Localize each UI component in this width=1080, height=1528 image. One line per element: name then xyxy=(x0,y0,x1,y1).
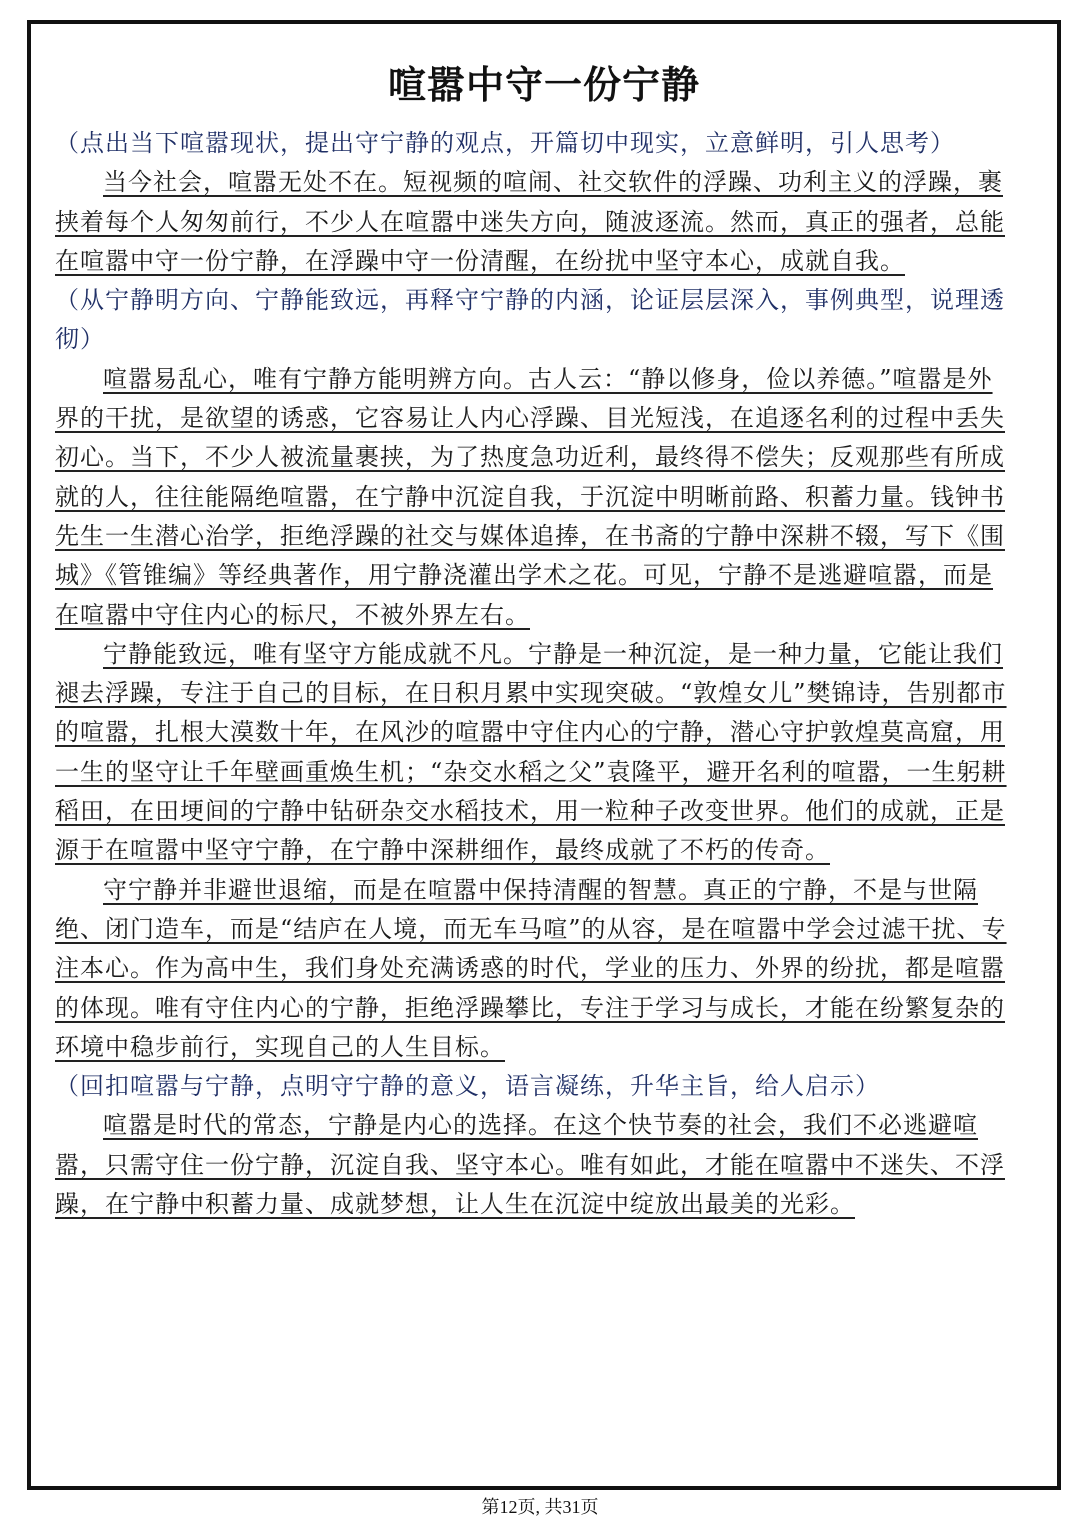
page-number: 第12页, 共31页 xyxy=(481,1497,599,1517)
paragraph-text: 宁静能致远，唯有坚守方能成就不凡。宁静是一种沉淀，是一种力量，它能让我们褪去浮躁，专注于自己的目标，在日积月累中实现突破。“敦煌女儿”樊锦诗，告别都市的喧嚣，扎根大漠数十年，在风沙的喧嚣中守住内心的宁静，潜心守护敦煌莫高窟，用一生的坚守让千年壁画重焕生机；“杂交水稻之父”袁隆平，避开名利的喧嚣，一生躬耕稻田，在田埂间的宁静中钻研杂交水稻技术，用一粒种子改变世界。他们的成就，正是源于在喧嚣中坚守宁静，在宁静中深耕细作，最终成就了不朽的传奇。 xyxy=(55,639,1007,865)
commentary-note: （回扣喧嚣与宁静，点明守宁静的意义，语言凝练，升华主旨，给人启示） xyxy=(55,1072,880,1101)
commentary-note: （点出当下喧嚣现状，提出守宁静的观点，开篇切中现实，立意鲜明，引人思考） xyxy=(55,129,955,157)
paragraph-text: 喧嚣易乱心，唯有宁静方能明辨方向。古人云：“静以修身，俭以养德。”喧嚣是外界的干扰，是欲望的诱惑，它容易让人内心浮躁、目光短浅，在追逐名利的过程中丢失初心。当下，不少人被流量裹挟，为了热度急功近利，最终得不偿失；反观那些有所成就的人，往往能隔绝喧嚣，在宁静中沉淀自我，于沉淀中明晰前路、积蓄力量。钱钟书先生一生潜心治学，拒绝浮躁的社交与媒体追捧，在书斋的宁静中深耕不辍，写下《围城》《管锥编》等经典著作，用宁静浇灌出学术之花。可见，宁静不是逃避喧嚣，而是在喧嚣中守住内心的标尺，不被外界左右。 xyxy=(55,364,1005,629)
essay-paragraph xyxy=(55,1106,1013,1224)
essay-body xyxy=(55,124,1013,1224)
essay-paragraph xyxy=(55,871,1013,1067)
page-frame xyxy=(27,20,1061,1490)
paragraph-text: 喧嚣是时代的常态，宁静是内心的选择。在这个快节奏的社会，我们不必逃避喧嚣，只需守住一份宁静，沉淀自我、坚守本心。唯有如此，才能在喧嚣中不迷失、不浮躁，在宁静中积蓄力量、成就梦想，让人生在沉淀中绽放出最美的光彩。 xyxy=(55,1111,1005,1219)
essay-paragraph xyxy=(55,163,1013,281)
paragraph-text: 守宁静并非避世退缩，而是在喧嚣中保持清醒的智慧。真正的宁静，不是与世隔绝、闭门造车，而是“结庐在人境，而无车马喧”的从容，是在喧嚣中学会过滤干扰、专注本心。作为高中生，我们身处充满诱惑的时代，学业的压力、外界的纷扰，都是喧嚣的体现。唯有守住内心的宁静，拒绝浮躁攀比，专注于学习与成长，才能在纷繁复杂的环境中稳步前行，实现自己的人生目标。 xyxy=(55,875,1007,1061)
commentary-note: （从宁静明方向、宁静能致远，再释守宁静的内涵，论证层层深入，事例典型，说理透彻） xyxy=(55,286,1005,354)
paragraph-text: 当今社会，喧嚣无处不在。短视频的喧闹、社交软件的浮躁、功利主义的浮躁，裹挟着每个人匆匆前行，不少人在喧嚣中迷失方向，随波逐流。然而，真正的强者，总能在喧嚣中守一份宁静，在浮躁中守一份清醒，在纷扰中坚守本心，成就自我。 xyxy=(55,168,1005,275)
essay-paragraph xyxy=(55,635,1013,871)
essay-paragraph xyxy=(55,360,1013,635)
essay-title: 喧嚣中守一份宁静 xyxy=(387,63,700,107)
